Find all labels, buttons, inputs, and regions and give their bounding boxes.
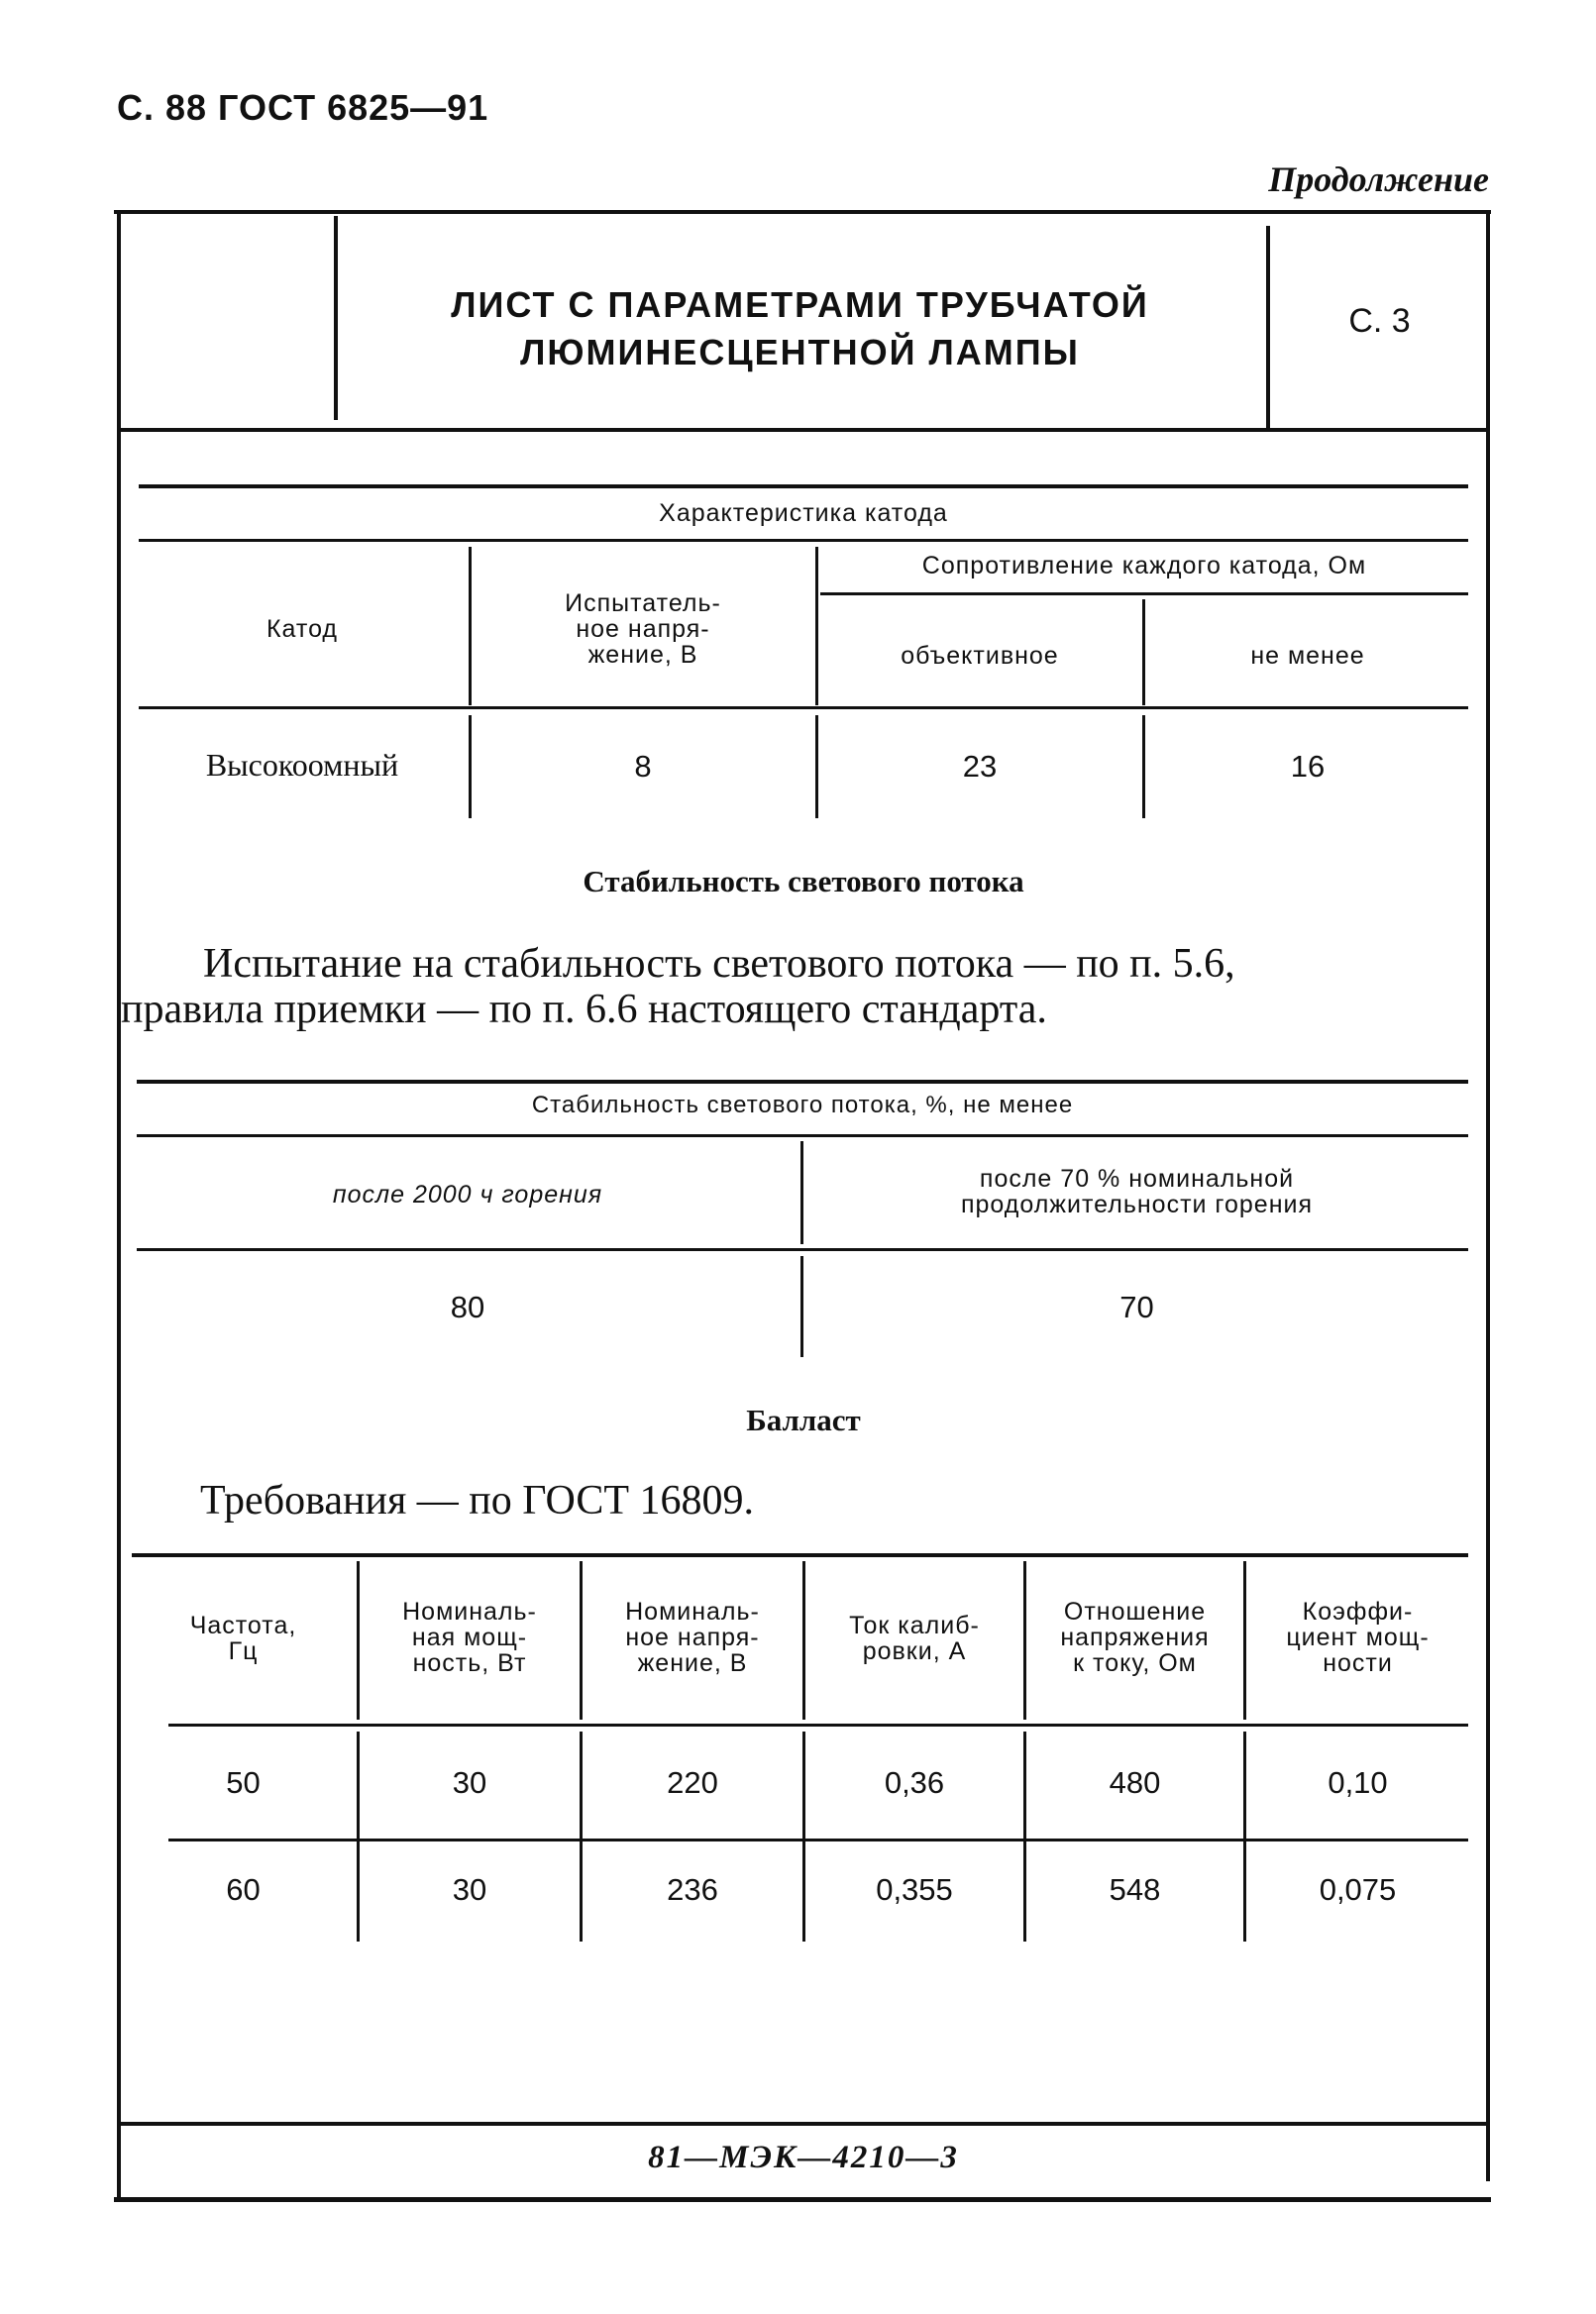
header-min: не менее xyxy=(1250,642,1365,670)
cell-rated-power: 30 xyxy=(452,1872,487,1907)
page-reference: С. 88 ГОСТ 6825—91 xyxy=(117,87,489,128)
cell-power-factor: 0,075 xyxy=(1319,1872,1397,1907)
column-divider xyxy=(469,715,472,818)
frame-right-border xyxy=(1486,210,1490,2181)
title-block-bottom-border xyxy=(121,428,1486,432)
column-divider xyxy=(1023,1561,1026,1720)
table-rule xyxy=(139,484,1468,488)
flux-paragraph-line-2: правила приемки — по п. 6.6 настоящего стандарта. xyxy=(121,987,1047,1032)
column-divider xyxy=(580,1561,583,1720)
cell-min: 16 xyxy=(1290,749,1326,784)
cell-calibration-current: 0,36 xyxy=(884,1765,945,1800)
column-divider xyxy=(1243,1732,1246,1942)
cell-power-factor: 0,10 xyxy=(1328,1765,1388,1800)
table-rule xyxy=(139,539,1468,542)
column-divider xyxy=(800,1256,803,1357)
flux-paragraph-line-1: Испытание на стабильность светового потока — по п. 5.6, xyxy=(203,941,1235,987)
header-frequency: Частота, Гц xyxy=(189,1612,297,1665)
column-divider xyxy=(1142,599,1145,705)
sheet-title-line-1: ЛИСТ С ПАРАМЕТРАМИ ТРУБЧАТОЙ xyxy=(451,284,1149,325)
title-divider-right xyxy=(1266,226,1270,430)
header-after-2000h: после 2000 ч горения xyxy=(332,1181,603,1209)
column-divider xyxy=(1023,1732,1026,1942)
header-power-factor: Коэффи- циент мощ- ности xyxy=(1286,1598,1430,1677)
table-rule xyxy=(820,592,1468,595)
ballast-paragraph: Требования — по ГОСТ 16809. xyxy=(200,1478,754,1524)
table-rule xyxy=(137,1248,1468,1251)
table-rule xyxy=(137,1134,1468,1137)
flux-table-caption: Стабильность светового потока, %, не менее xyxy=(531,1092,1074,1118)
cell-rated-power: 30 xyxy=(452,1765,487,1800)
column-divider xyxy=(469,547,472,705)
title-divider-left xyxy=(334,216,338,420)
header-rated-power: Номиналь- ная мощ- ность, Вт xyxy=(402,1598,537,1677)
table-rule xyxy=(132,1553,1468,1557)
column-divider xyxy=(800,1141,803,1244)
frame-left-border xyxy=(117,210,121,2201)
cell-frequency: 50 xyxy=(226,1765,261,1800)
cell-after-70pct: 70 xyxy=(1119,1290,1154,1324)
footer-code: 81—МЭК—4210—3 xyxy=(648,2140,959,2175)
cell-rated-voltage: 220 xyxy=(667,1765,718,1800)
sheet-page-number: С. 3 xyxy=(1348,302,1411,340)
column-divider xyxy=(815,547,818,705)
column-divider xyxy=(357,1732,360,1942)
header-voltage-current-ratio: Отношение напряжения к току, Ом xyxy=(1060,1598,1210,1677)
cell-voltage-current-ratio: 548 xyxy=(1109,1872,1161,1907)
column-divider xyxy=(1142,715,1145,818)
header-resistance: Сопротивление каждого катода, Ом xyxy=(921,552,1367,579)
sheet-title-line-2: ЛЮМИНЕСЦЕНТНОЙ ЛАМПЫ xyxy=(520,332,1080,372)
header-after-70pct: после 70 % номинальной продолжительности горения xyxy=(960,1165,1314,1218)
cathode-table-caption: Характеристика катода xyxy=(659,499,948,527)
cell-voltage-current-ratio: 480 xyxy=(1109,1765,1161,1800)
cell-cathode-type: Высокоомный xyxy=(205,747,399,783)
header-rated-voltage: Номиналь- ное напря- жение, В xyxy=(625,1598,760,1677)
cell-objective: 23 xyxy=(962,749,998,784)
column-divider xyxy=(357,1561,360,1720)
column-divider xyxy=(580,1732,583,1942)
header-test-voltage: Испытатель- ное напря- жение, В xyxy=(565,589,721,669)
flux-section-title: Стабильность светового потока xyxy=(583,864,1024,898)
continuation-label: Продолжение xyxy=(1268,159,1489,199)
frame-bottom-border xyxy=(114,2197,1491,2202)
sheet-title xyxy=(342,281,1258,376)
table-rule xyxy=(168,1724,1468,1727)
cell-calibration-current: 0,355 xyxy=(876,1872,953,1907)
cell-test-voltage: 8 xyxy=(634,749,652,784)
table-rule xyxy=(168,1839,1468,1841)
frame-top-border xyxy=(114,210,1491,214)
header-calibration-current: Ток калиб- ровки, А xyxy=(849,1612,980,1665)
column-divider xyxy=(802,1561,805,1720)
table-rule xyxy=(137,1080,1468,1084)
ballast-section-title: Балласт xyxy=(746,1403,861,1437)
cell-after-2000h: 80 xyxy=(450,1290,485,1324)
column-divider xyxy=(815,715,818,818)
header-cathode: Катод xyxy=(266,615,339,643)
column-divider xyxy=(1243,1561,1246,1720)
footer-rule xyxy=(121,2122,1486,2126)
table-rule xyxy=(139,706,1468,709)
cell-rated-voltage: 236 xyxy=(667,1872,718,1907)
column-divider xyxy=(802,1732,805,1942)
header-objective: объективное xyxy=(901,642,1059,670)
cell-frequency: 60 xyxy=(226,1872,261,1907)
